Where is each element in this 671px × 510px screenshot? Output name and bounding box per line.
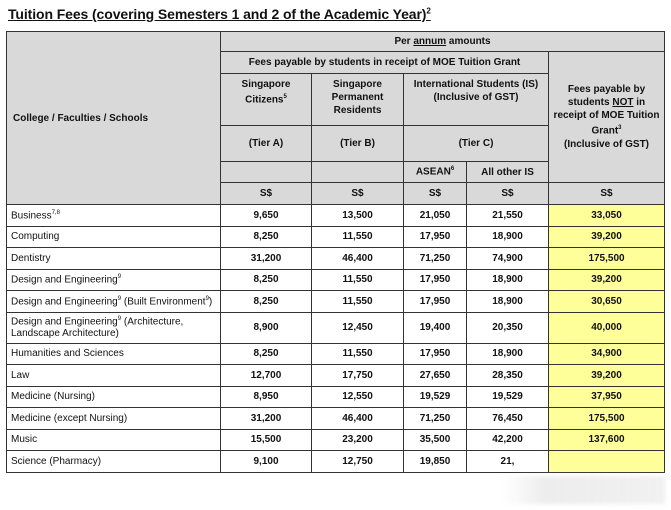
spr-fee-cell: 12,550 [312, 386, 404, 408]
not-moe-fee-cell: 39,200 [549, 269, 665, 291]
other-is-fee-cell: 18,900 [467, 269, 549, 291]
asean-fee-cell: 17,950 [404, 269, 467, 291]
spr-fee-cell: 13,500 [312, 205, 404, 227]
not-moe-grant-header: Fees payable by students NOT in receipt of MOE Tuition Grant$^3$ (Inclusive of GST) [549, 52, 665, 183]
blurred-watermark [505, 476, 665, 504]
singapore-pr-header: Singapore Permanent Residents [312, 74, 404, 126]
sc-fee-cell: 8,900 [221, 312, 312, 343]
currency-not-moe: S$ [549, 183, 665, 205]
other-is-fee-cell: 18,900 [467, 291, 549, 313]
tier-b-label: (Tier B) [312, 126, 404, 162]
table-row [7, 343, 665, 365]
asean-fee-cell: 17,950 [404, 226, 467, 248]
spr-fee-cell: 12,750 [312, 451, 404, 473]
other-is-fee-cell: 21, [467, 451, 549, 473]
college-name-cell: Business$^{7,8}$ [7, 205, 221, 227]
not-moe-fee-cell: 37,950 [549, 386, 665, 408]
sc-blank-cell [221, 162, 312, 183]
spr-blank-cell [312, 162, 404, 183]
other-is-fee-cell: 19,529 [467, 386, 549, 408]
college-name-cell: Medicine (except Nursing) [7, 408, 221, 430]
spr-fee-cell: 17,750 [312, 365, 404, 387]
sc-fee-cell: 8,950 [221, 386, 312, 408]
per-annum-header: Per annum amounts [221, 32, 665, 52]
asean-fee-cell: 71,250 [404, 408, 467, 430]
currency-sc: S$ [221, 183, 312, 205]
spr-fee-cell: 23,200 [312, 429, 404, 451]
not-moe-fee-cell: 175,500 [549, 248, 665, 270]
currency-asean: S$ [404, 183, 467, 205]
tier-c-label: (Tier C) [404, 126, 549, 162]
spr-fee-cell: 46,400 [312, 248, 404, 270]
other-is-fee-cell: 74,900 [467, 248, 549, 270]
table-row [7, 205, 665, 227]
spr-fee-cell: 11,550 [312, 291, 404, 313]
table-row [7, 386, 665, 408]
international-students-header: International Students (IS) (Inclusive of GST) [404, 74, 549, 126]
other-is-fee-cell: 21,550 [467, 205, 549, 227]
table-row [7, 312, 665, 343]
sc-fee-cell: 31,200 [221, 408, 312, 430]
all-other-is-header: All other IS [467, 162, 549, 183]
sc-fee-cell: 12,700 [221, 365, 312, 387]
moe-grant-header: Fees payable by students in receipt of MOE Tuition Grant [221, 52, 549, 74]
table-row [7, 451, 665, 473]
sc-fee-cell: 8,250 [221, 226, 312, 248]
college-name-cell: Design and Engineering$^9$ (Architecture, Landscape Architecture) [7, 312, 221, 343]
college-name-cell: Music [7, 429, 221, 451]
page-title [8, 6, 431, 22]
other-is-fee-cell: 42,200 [467, 429, 549, 451]
asean-header: ASEAN$^6$ [404, 162, 467, 183]
spr-fee-cell: 11,550 [312, 343, 404, 365]
asean-fee-cell: 19,850 [404, 451, 467, 473]
sc-fee-cell: 9,650 [221, 205, 312, 227]
college-name-cell: Law [7, 365, 221, 387]
college-name-cell: Computing [7, 226, 221, 248]
tier-a-label: (Tier A) [221, 126, 312, 162]
asean-fee-cell: 17,950 [404, 291, 467, 313]
sc-fee-cell: 8,250 [221, 343, 312, 365]
asean-fee-cell: 27,650 [404, 365, 467, 387]
sc-fee-cell: 9,100 [221, 451, 312, 473]
not-moe-fee-cell: 30,650 [549, 291, 665, 313]
college-column-header: College / Faculties / Schools [7, 32, 221, 205]
other-is-fee-cell: 18,900 [467, 226, 549, 248]
table-row [7, 365, 665, 387]
other-is-fee-cell: 28,350 [467, 365, 549, 387]
asean-fee-cell: 17,950 [404, 343, 467, 365]
asean-fee-cell: 19,529 [404, 386, 467, 408]
table-row [7, 226, 665, 248]
spr-fee-cell: 46,400 [312, 408, 404, 430]
not-moe-fee-cell: 40,000 [549, 312, 665, 343]
table-row [7, 248, 665, 270]
currency-spr: S$ [312, 183, 404, 205]
not-moe-fee-cell: 39,200 [549, 226, 665, 248]
college-name-cell: Medicine (Nursing) [7, 386, 221, 408]
title-text: Tuition Fees (covering Semesters 1 and 2 of the Academic Year) [8, 6, 427, 22]
college-name-cell: Dentistry [7, 248, 221, 270]
asean-fee-cell: 71,250 [404, 248, 467, 270]
sc-fee-cell: 8,250 [221, 291, 312, 313]
singapore-citizens-header: Singapore Citizens$^5$ [221, 74, 312, 126]
college-name-cell: Science (Pharmacy) [7, 451, 221, 473]
not-moe-fee-cell: 34,900 [549, 343, 665, 365]
college-name-cell: Humanities and Sciences [7, 343, 221, 365]
asean-fee-cell: 19,400 [404, 312, 467, 343]
sc-fee-cell: 15,500 [221, 429, 312, 451]
sc-fee-cell: 31,200 [221, 248, 312, 270]
currency-other: S$ [467, 183, 549, 205]
not-moe-fee-cell: 33,050 [549, 205, 665, 227]
title-footnote: 2 [426, 6, 431, 16]
college-name-cell: Design and Engineering$^9$ [7, 269, 221, 291]
not-moe-fee-cell: 137,600 [549, 429, 665, 451]
not-moe-fee-cell: 175,500 [549, 408, 665, 430]
college-name-cell: Design and Engineering$^9$ (Built Environment$^9$) [7, 291, 221, 313]
spr-fee-cell: 11,550 [312, 226, 404, 248]
not-moe-fee-cell [549, 451, 665, 473]
other-is-fee-cell: 76,450 [467, 408, 549, 430]
asean-fee-cell: 21,050 [404, 205, 467, 227]
spr-fee-cell: 11,550 [312, 269, 404, 291]
tuition-fees-table [6, 31, 665, 473]
table-row [7, 408, 665, 430]
spr-fee-cell: 12,450 [312, 312, 404, 343]
asean-fee-cell: 35,500 [404, 429, 467, 451]
sc-fee-cell: 8,250 [221, 269, 312, 291]
other-is-fee-cell: 20,350 [467, 312, 549, 343]
table-row [7, 291, 665, 313]
table-row [7, 429, 665, 451]
other-is-fee-cell: 18,900 [467, 343, 549, 365]
not-moe-fee-cell: 39,200 [549, 365, 665, 387]
table-row [7, 269, 665, 291]
